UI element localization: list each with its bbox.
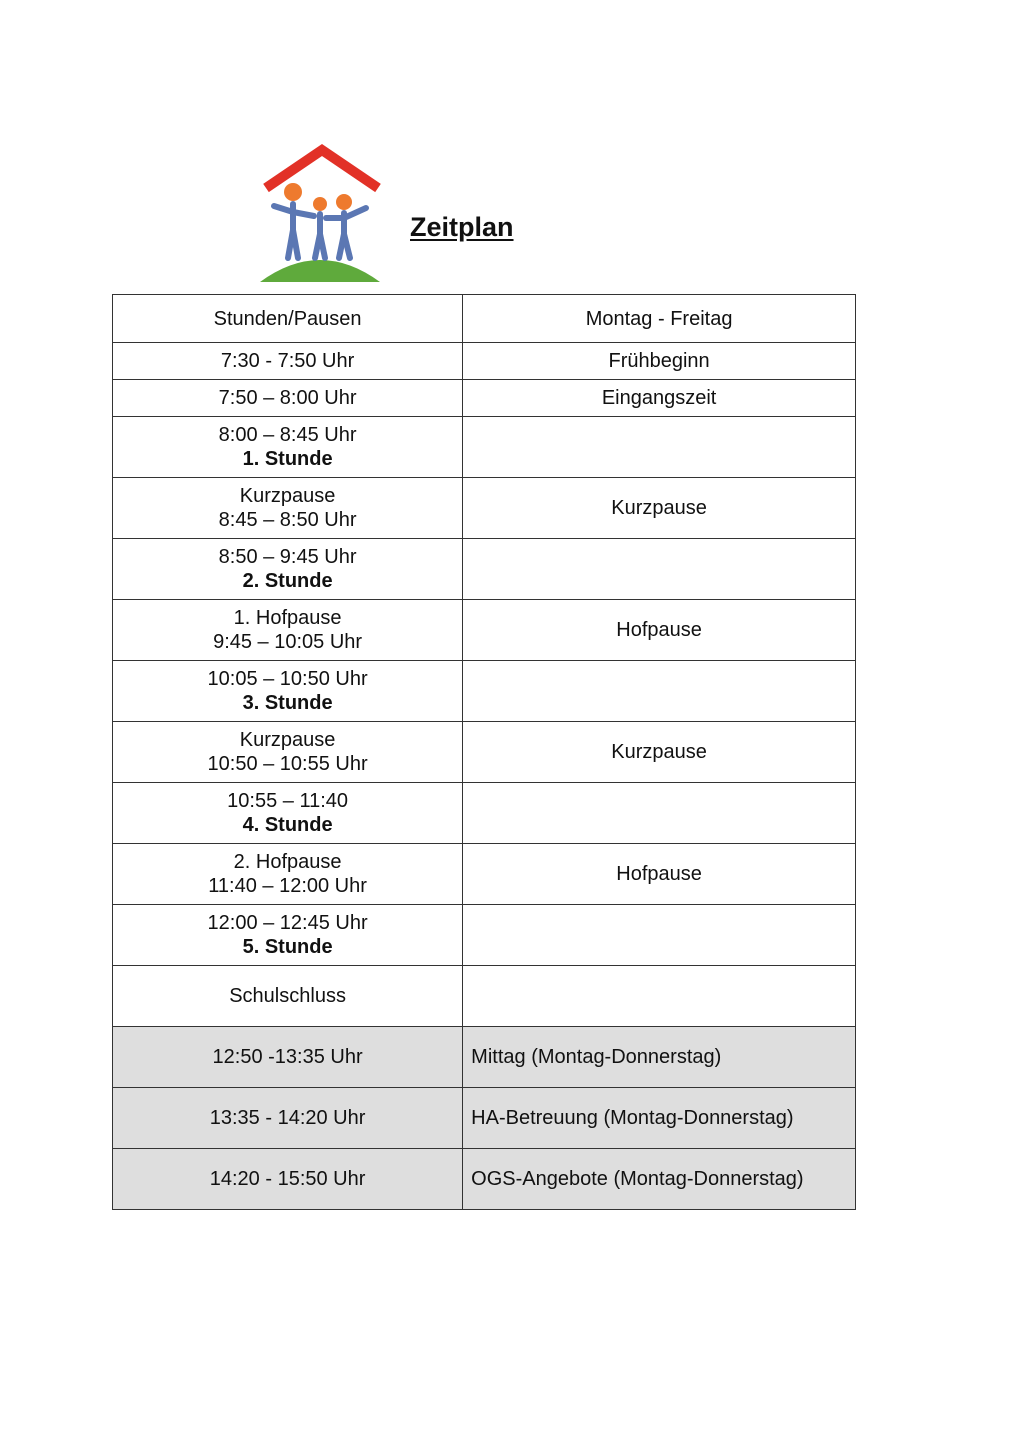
- afternoon-row: [113, 1088, 856, 1149]
- afternoon-row: [113, 1027, 856, 1088]
- page-title: Zeitplan: [410, 212, 514, 242]
- time-text: 12:00 – 12:45 Uhr: [207, 912, 368, 934]
- table-row: [113, 343, 856, 380]
- activity-cell: HA-Betreuung (Montag-Donnerstag): [463, 1088, 856, 1149]
- schedule-table: [112, 294, 856, 1210]
- time-text: 10:05 – 10:50 Uhr: [207, 668, 368, 690]
- break-label: 1. Hofpause: [233, 607, 342, 629]
- activity-cell: OGS-Angebote (Montag-Donnerstag): [463, 1149, 856, 1210]
- table-row: [113, 417, 856, 478]
- time-text: 8:00 – 8:45 Uhr: [218, 424, 357, 446]
- time-cell: [113, 417, 463, 478]
- lesson-label: 1. Stunde: [242, 448, 333, 470]
- table-row: [113, 722, 856, 783]
- activity-cell: [463, 417, 856, 478]
- table-row: [113, 905, 856, 966]
- activity-cell: [463, 905, 856, 966]
- time-text: 10:50 – 10:55 Uhr: [207, 753, 368, 775]
- time-text: 9:45 – 10:05 Uhr: [213, 631, 363, 653]
- time-cell: [113, 478, 463, 539]
- break-label: Kurzpause: [239, 729, 336, 751]
- activity-cell: Kurzpause: [463, 478, 856, 539]
- time-cell: [113, 844, 463, 905]
- activity-cell: Hofpause: [463, 844, 856, 905]
- time-cell: [113, 966, 463, 1027]
- time-cell: [113, 380, 463, 417]
- lesson-label: 4. Stunde: [242, 814, 333, 836]
- activity-cell: Frühbeginn: [463, 343, 856, 380]
- table-row: [113, 783, 856, 844]
- lesson-label: 3. Stunde: [242, 692, 333, 714]
- dismissal-text: Schulschluss: [229, 985, 346, 1007]
- activity-cell: [463, 966, 856, 1027]
- time-cell: 13:35 - 14:20 Uhr: [113, 1088, 463, 1149]
- table-row: [113, 844, 856, 905]
- activity-cell: [463, 783, 856, 844]
- activity-cell: [463, 661, 856, 722]
- break-label: 2. Hofpause: [233, 851, 342, 873]
- time-text: 8:50 – 9:45 Uhr: [218, 546, 357, 568]
- table-row: [113, 539, 856, 600]
- table-row: [113, 661, 856, 722]
- time-text: 7:50 – 8:00 Uhr: [218, 387, 357, 409]
- header-cell-times: Stunden/Pausen: [113, 295, 463, 343]
- table-header-row: [113, 295, 856, 343]
- activity-cell: Hofpause: [463, 600, 856, 661]
- table-row: [113, 380, 856, 417]
- time-cell: [113, 661, 463, 722]
- time-cell: [113, 343, 463, 380]
- time-cell: [113, 905, 463, 966]
- time-cell: [113, 539, 463, 600]
- activity-cell: Mittag (Montag-Donnerstag): [463, 1027, 856, 1088]
- time-cell: [113, 783, 463, 844]
- header-cell-days: Montag - Freitag: [463, 295, 856, 343]
- lesson-label: 5. Stunde: [242, 936, 333, 958]
- time-cell: [113, 600, 463, 661]
- time-cell: 12:50 -13:35 Uhr: [113, 1027, 463, 1088]
- time-text: 8:45 – 8:50 Uhr: [218, 509, 357, 531]
- time-text: 10:55 – 11:40: [227, 790, 349, 812]
- time-text: 11:40 – 12:00 Uhr: [208, 875, 367, 897]
- time-cell: [113, 722, 463, 783]
- table-row: [113, 600, 856, 661]
- table-row: [113, 478, 856, 539]
- afternoon-row: [113, 1149, 856, 1210]
- activity-cell: Eingangszeit: [463, 380, 856, 417]
- school-logo-icon: [256, 142, 384, 284]
- activity-cell: [463, 539, 856, 600]
- lesson-label: 2. Stunde: [242, 570, 333, 592]
- time-cell: 14:20 - 15:50 Uhr: [113, 1149, 463, 1210]
- table-row: [113, 966, 856, 1027]
- time-text: 7:30 - 7:50 Uhr: [220, 350, 355, 372]
- break-label: Kurzpause: [239, 485, 336, 507]
- activity-cell: Kurzpause: [463, 722, 856, 783]
